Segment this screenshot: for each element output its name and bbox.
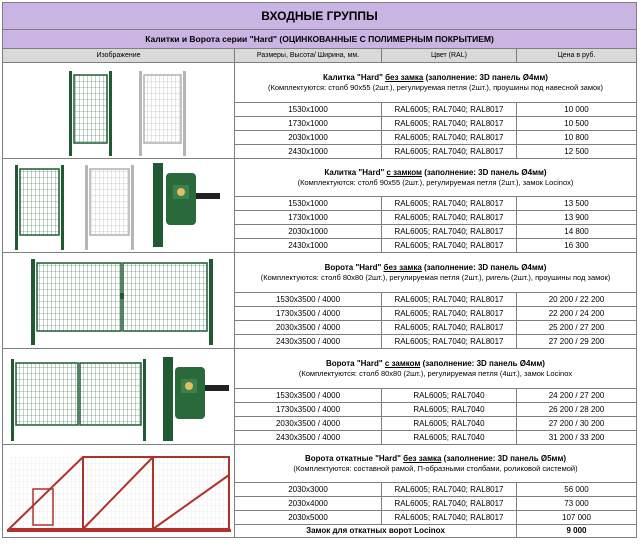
section-title: Калитка "Hard" без замка (заполнение: 3D панель Ø4мм) (Комплектуются: столб 90х55 (2шт.), регулируемая петля (2шт.), проушины под навесной замок) — [235, 63, 637, 103]
sliding-gate-icon — [7, 457, 231, 532]
table-row: 1530х3500 / 4000 RAL6005; RAL7040 24 200 / 27 200 — [3, 389, 637, 403]
section-title: Калитка "Hard" с замком (заполнение: 3D панель Ø4мм) (Комплектуются: столб 90х55 (2шт.), регулируемая петля (2шт.), замок Locinox) — [235, 159, 637, 197]
section-title: Ворота откатные "Hard" без замка (заполнение: 3D панель Ø5мм) (Комплектуются: составной рамой, П-образными столбами, роликовой системой) — [235, 445, 637, 483]
grey-wicket-icon — [139, 71, 186, 156]
col-header-size: Размеры, Высота/ Ширина, мм. — [235, 49, 382, 63]
lock-icon — [153, 163, 220, 247]
table-row: 1730х3500 / 4000 RAL6005; RAL7040; RAL8017 22 200 / 24 200 — [3, 307, 637, 321]
section-title: Ворота "Hard" с замком (заполнение: 3D панель Ø4мм) (Комплектуются: столб 80х80 (2шт.), регулируемая петля (4шт.), замок Locinox — [235, 349, 637, 389]
table-row: 2430х1000 RAL6005; RAL7040; RAL8017 16 300 — [3, 239, 637, 253]
table-row: 2030х3000 RAL6005; RAL7040; RAL8017 56 000 — [3, 483, 637, 497]
table-row: 2030х3500 / 4000 RAL6005; RAL7040 27 200 / 30 200 — [3, 417, 637, 431]
lock-row-label: Замок для откатных ворот Locinox — [235, 525, 517, 538]
col-header-color: Цвет (RAL) — [382, 49, 517, 63]
col-header-image: Изображение — [3, 49, 235, 63]
table-row: 1530х1000 RAL6005; RAL7040; RAL8017 13 500 — [3, 197, 637, 211]
gate-with-lock-image — [3, 349, 235, 445]
table-row: 2030х4000 RAL6005; RAL7040; RAL8017 73 000 — [3, 497, 637, 511]
table-row: 2430х3500 / 4000 RAL6005; RAL7040 31 200 / 33 200 — [3, 431, 637, 445]
table-row: 2030х1000 RAL6005; RAL7040; RAL8017 14 800 — [3, 225, 637, 239]
lock-icon — [163, 357, 229, 441]
grey-wicket-icon — [85, 165, 134, 250]
table-row: 2430х3500 / 4000 RAL6005; RAL7040; RAL8017 27 200 / 29 200 — [3, 335, 637, 349]
table-row: 2430х1000 RAL6005; RAL7040; RAL8017 12 500 — [3, 145, 637, 159]
lock-row-price: 9 000 — [517, 525, 637, 538]
table-row: 2030х3500 / 4000 RAL6005; RAL7040; RAL8017 25 200 / 27 200 — [3, 321, 637, 335]
wicket-no-lock-image — [3, 63, 235, 159]
section-title: Ворота "Hard" без замка (заполнение: 3D панель Ø4мм) (Комплектуются: столб 80х80 (2шт.), регулируемая петля (2шт.), ригель (2шт.), проушины под замок) — [235, 253, 637, 293]
green-wicket-icon — [15, 165, 64, 250]
col-header-price: Цена в руб. — [517, 49, 637, 63]
table-row: 2030х1000 RAL6005; RAL7040; RAL8017 10 800 — [3, 131, 637, 145]
sliding-gate-image — [3, 445, 235, 538]
table-row: 1730х1000 RAL6005; RAL7040; RAL8017 10 500 — [3, 117, 637, 131]
page-title: ВХОДНЫЕ ГРУППЫ — [3, 3, 637, 30]
table-row: 1530х1000 RAL6005; RAL7040; RAL8017 10 000 — [3, 103, 637, 117]
table-row: 2030х5000 RAL6005; RAL7040; RAL8017 107 000 — [3, 511, 637, 525]
swing-gate-icon — [31, 259, 213, 345]
wicket-with-lock-image — [3, 159, 235, 253]
table-row: 1730х1000 RAL6005; RAL7040; RAL8017 13 900 — [3, 211, 637, 225]
table-row: 1730х3500 / 4000 RAL6005; RAL7040 26 200 / 28 200 — [3, 403, 637, 417]
swing-gate-icon — [11, 359, 146, 441]
price-table — [2, 2, 637, 538]
green-wicket-icon — [69, 71, 112, 156]
table-row: 1530х3500 / 4000 RAL6005; RAL7040; RAL8017 20 200 / 22 200 — [3, 293, 637, 307]
gate-no-lock-image — [3, 253, 235, 349]
page-subtitle: Калитки и Ворота серии "Hard" (ОЦИНКОВАННЫЕ С ПОЛИМЕРНЫМ ПОКРЫТИЕМ) — [3, 30, 637, 49]
